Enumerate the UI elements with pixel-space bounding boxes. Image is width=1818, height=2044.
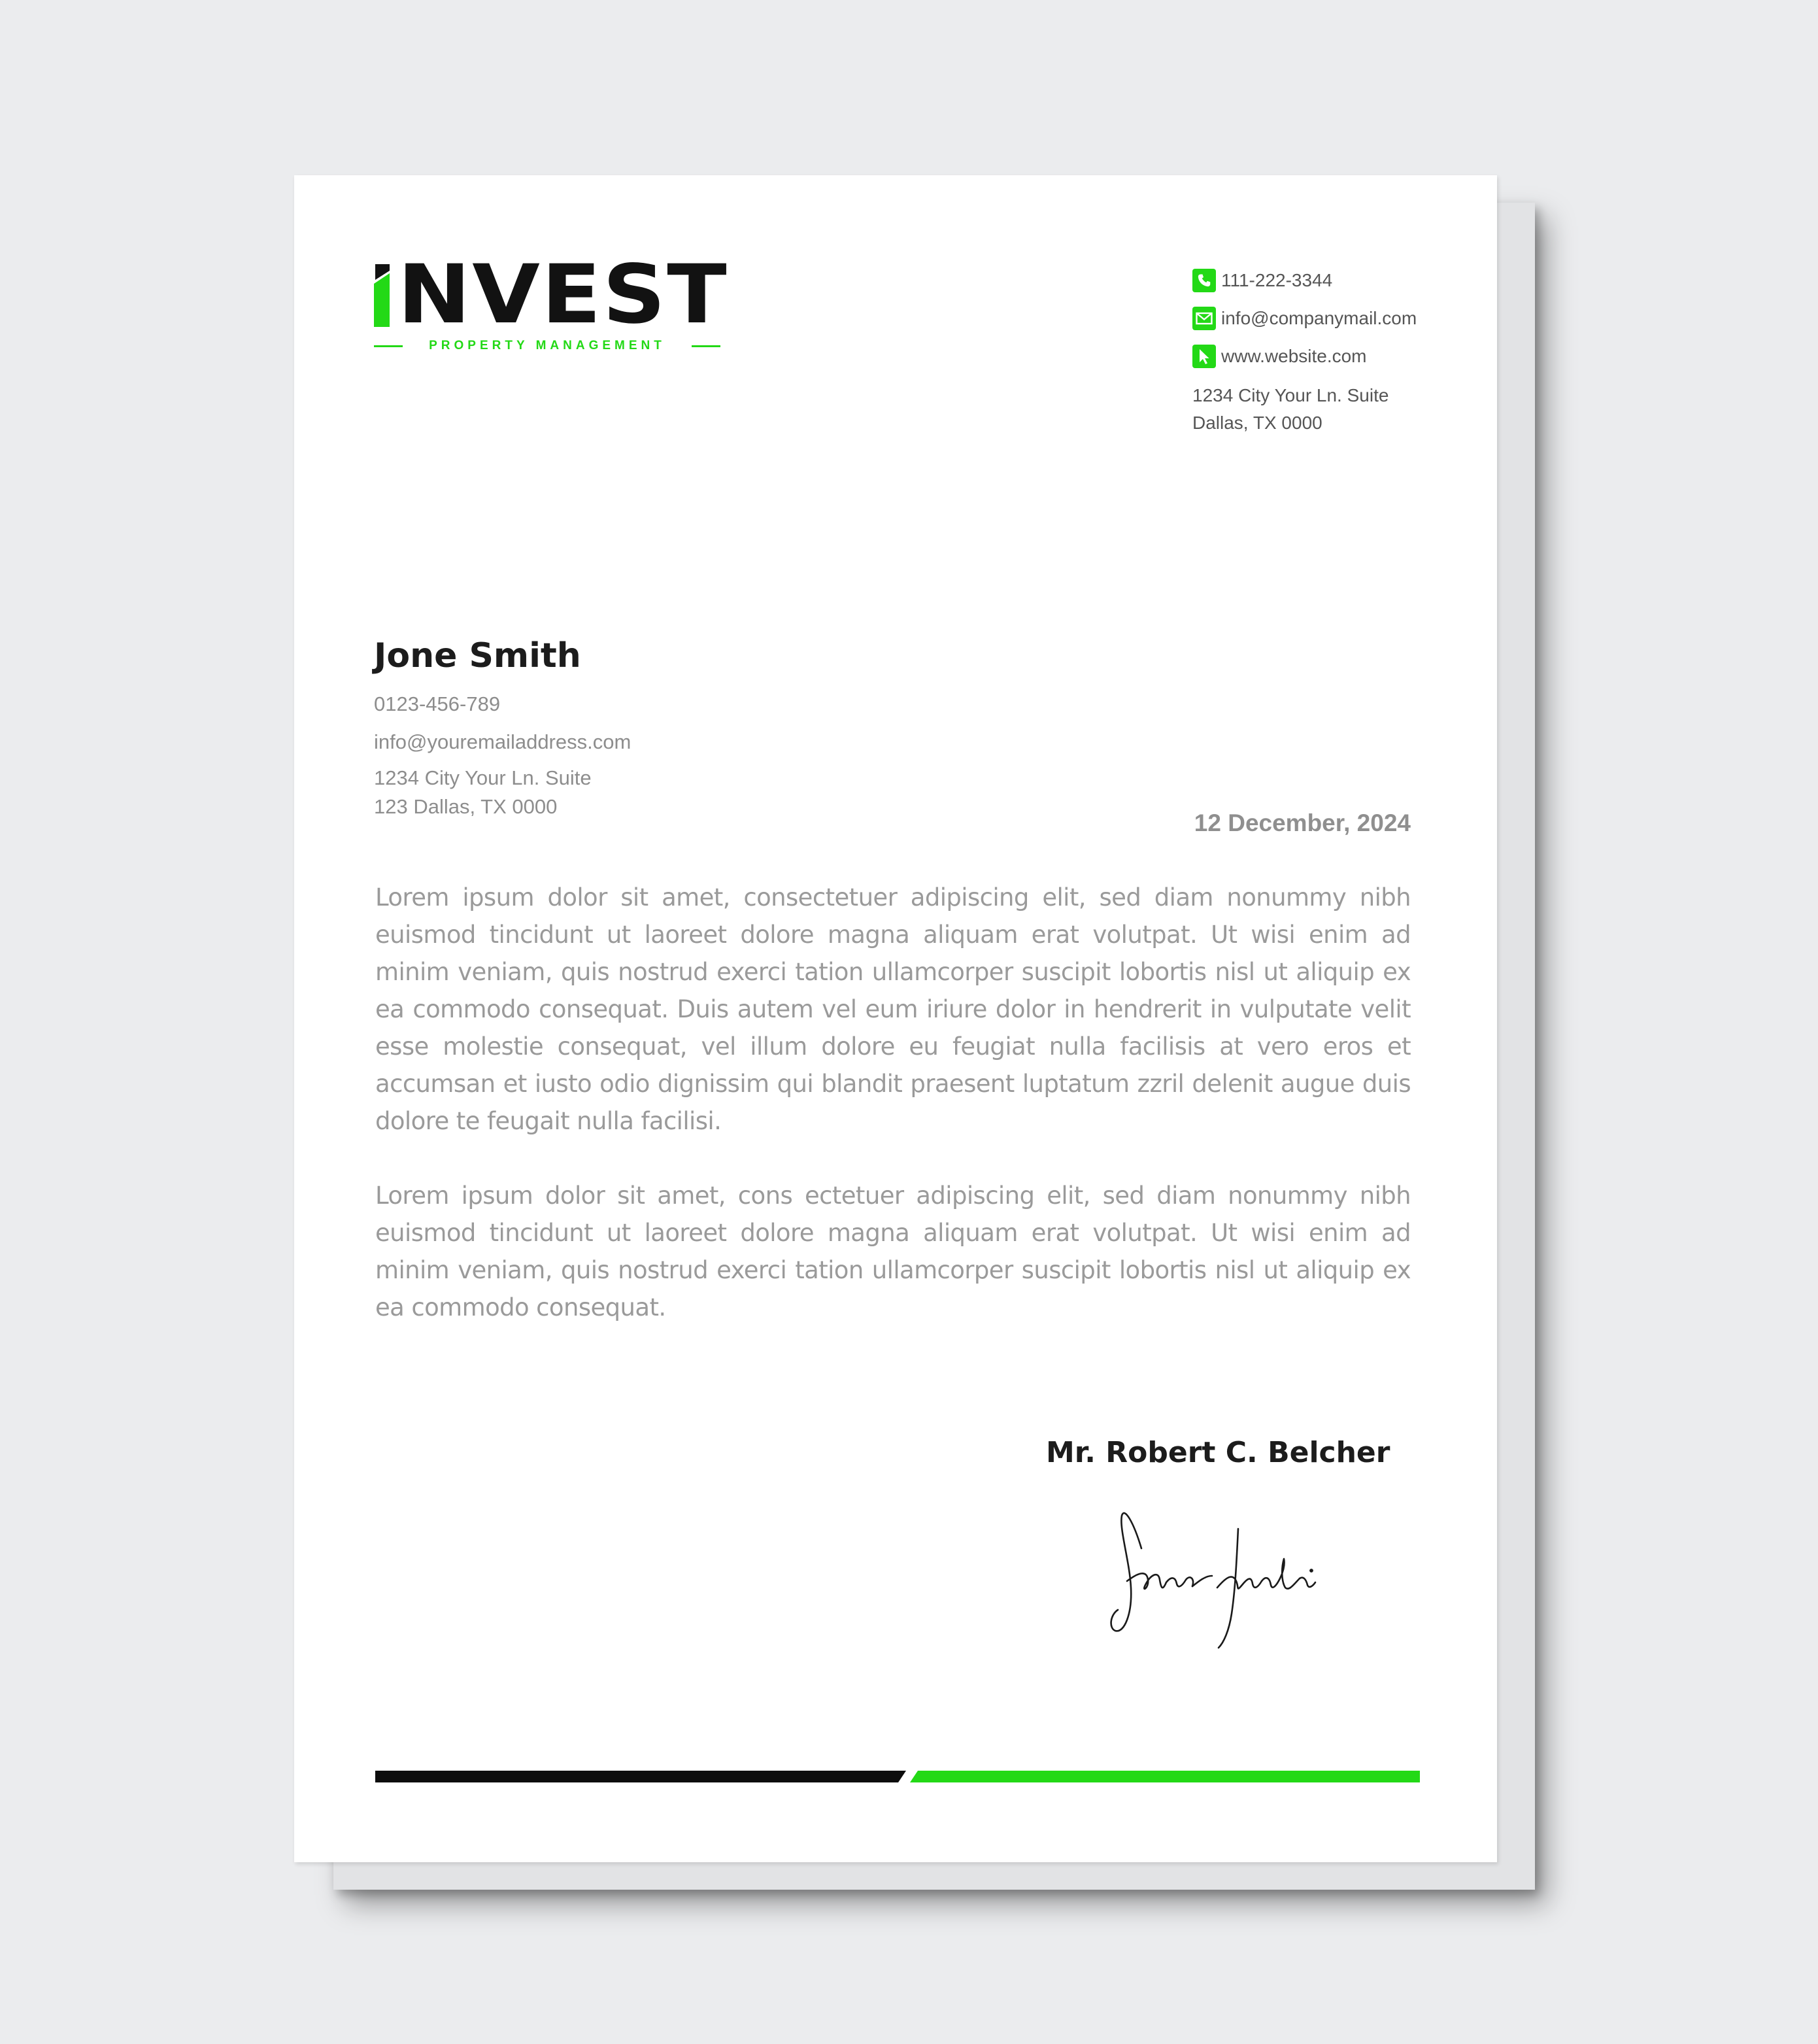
company-logo bbox=[371, 248, 739, 357]
recipient-name: Jone Smith bbox=[374, 636, 581, 675]
company-contact-block bbox=[1192, 262, 1467, 437]
footer-bar-black bbox=[375, 1771, 906, 1782]
recipient-phone: 0123-456-789 bbox=[374, 692, 501, 715]
contact-website-row bbox=[1192, 337, 1467, 375]
phone-icon bbox=[1192, 269, 1216, 292]
letterhead-page bbox=[294, 175, 1497, 1862]
company-website: www.website.com bbox=[1221, 346, 1367, 366]
company-email: info@companymail.com bbox=[1221, 308, 1417, 328]
company-address bbox=[1192, 382, 1467, 437]
tagline-line-right bbox=[692, 345, 720, 347]
body-paragraph-2: Lorem ipsum dolor sit amet, cons ectetuer adipiscing elit, sed diam nonummy nibh euismod tincidunt ut laoreet dolore magna aliquam erat volutpat. Ut wisi enim ad minim veniam, quis nostrud exerci tation ullamcorper suscipit lobortis nisl ut aliquip ex ea commodo consequat. bbox=[375, 1182, 1411, 1321]
letter-date: 12 December, 2024 bbox=[1194, 809, 1411, 836]
logo-text: NVEST bbox=[397, 248, 728, 342]
company-address-line2: Dallas, TX 0000 bbox=[1192, 413, 1322, 433]
footer-bar-green bbox=[910, 1771, 1420, 1782]
footer-accent-bars bbox=[375, 1771, 1420, 1782]
recipient-email: info@youremailaddress.com bbox=[374, 730, 631, 753]
logo-house-i-icon bbox=[371, 264, 392, 327]
recipient-block bbox=[374, 633, 832, 821]
company-address-line1: 1234 City Your Ln. Suite bbox=[1192, 385, 1389, 405]
logo-tagline: PROPERTY MANAGEMENT bbox=[429, 339, 665, 352]
mail-icon bbox=[1192, 307, 1216, 330]
recipient-address-line2: 123 Dallas, TX 0000 bbox=[374, 795, 558, 818]
handwritten-signature bbox=[1107, 1503, 1330, 1660]
company-phone: 111-222-3344 bbox=[1221, 270, 1333, 290]
tagline-line-left bbox=[374, 345, 403, 347]
cursor-icon bbox=[1192, 345, 1216, 368]
recipient-address bbox=[374, 764, 832, 821]
letter-body bbox=[375, 879, 1411, 1363]
contact-email-row bbox=[1192, 299, 1467, 337]
recipient-address-line1: 1234 City Your Ln. Suite bbox=[374, 766, 592, 789]
contact-phone-row bbox=[1192, 262, 1467, 299]
sender-name: Mr. Robert C. Belcher bbox=[1046, 1436, 1390, 1469]
body-paragraph-1: Lorem ipsum dolor sit amet, consectetuer adipiscing elit, sed diam nonummy nibh euismod tincidunt ut laoreet dolore magna aliquam erat volutpat. Ut wisi enim ad minim veniam, quis nostrud exerci tation ullamcorper suscipit lobortis nisl ut aliquip ex ea commodo consequat. Duis autem vel eum iriure dolor in hendrerit in vulputate velit esse molestie consequat, vel illum dolore eu feugiat nulla facilisis at vero eros et accumsan et iusto odio dignissim qui blandit praesent luptatum zzril delenit augue duis dolore te feugait nulla facilisi. bbox=[375, 883, 1411, 1135]
logo-tagline-row bbox=[374, 337, 720, 354]
